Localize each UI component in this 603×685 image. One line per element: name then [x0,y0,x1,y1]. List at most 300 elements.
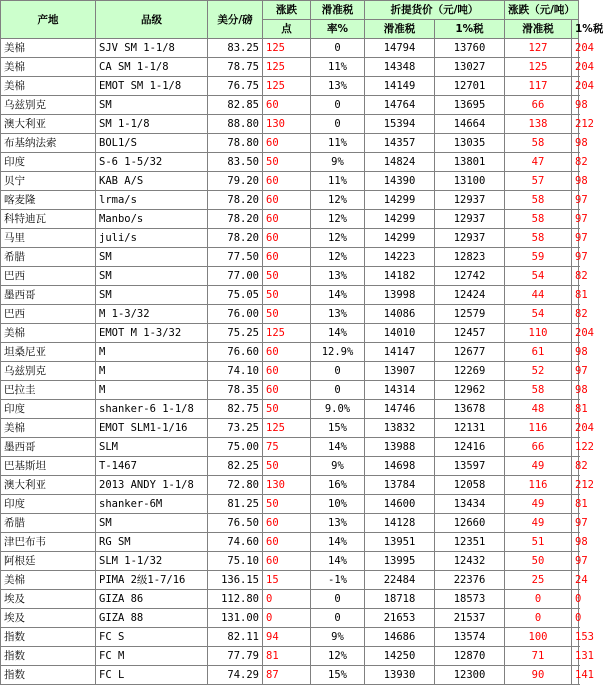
cell-origin: 科特迪瓦 [1,210,96,229]
cell-grade: lrma/s [96,191,208,210]
cell-slide-tax-rate: 16% [311,476,365,495]
table-row [1,400,579,419]
table-row [1,476,579,495]
cell-change-1pct: 204 [572,77,579,96]
cell-slide-tax-rate: 0 [311,609,365,628]
cell-grade: SM [96,248,208,267]
cell-spot-slide: 21653 [365,609,435,628]
cell-change-slide: 117 [505,77,572,96]
cell-slide-tax-rate: 10% [311,495,365,514]
cell-slide-tax-rate: 9% [311,457,365,476]
cell-change-points: 60 [263,172,311,191]
cell-usd: 77.50 [208,248,263,267]
cell-spot-1pct: 22376 [435,571,505,590]
cell-change-1pct: 97 [572,229,579,248]
cell-change-points: 50 [263,305,311,324]
cell-change-points: 125 [263,324,311,343]
table-row [1,571,579,590]
cell-change-points: 125 [263,419,311,438]
cell-grade: GIZA 88 [96,609,208,628]
cell-origin: 指数 [1,666,96,685]
cell-slide-tax-rate: 13% [311,514,365,533]
cell-change-points: 50 [263,495,311,514]
cell-change-slide: 58 [505,210,572,229]
cell-slide-tax-rate: 9% [311,153,365,172]
cell-usd: 75.25 [208,324,263,343]
cell-grade: FC S [96,628,208,647]
cell-slide-tax-rate: 14% [311,438,365,457]
cell-usd: 78.35 [208,381,263,400]
cell-change-slide: 49 [505,495,572,514]
cell-usd: 78.20 [208,210,263,229]
cell-origin: 埃及 [1,609,96,628]
cell-spot-slide: 14086 [365,305,435,324]
cell-change-points: 60 [263,514,311,533]
table-row [1,362,579,381]
cell-origin: 美棉 [1,419,96,438]
cell-origin: 乌兹别克 [1,96,96,115]
cell-usd: 74.60 [208,533,263,552]
cell-spot-1pct: 12870 [435,647,505,666]
cell-grade: SM [96,267,208,286]
cell-usd: 81.25 [208,495,263,514]
cell-grade: Manbo/s [96,210,208,229]
cell-spot-1pct: 13027 [435,58,505,77]
cell-grade: S-6 1-5/32 [96,153,208,172]
cell-spot-slide: 18718 [365,590,435,609]
header-spot-top: 折提货价（元/吨） [365,1,505,20]
cell-grade: SM [96,286,208,305]
cell-grade: M [96,343,208,362]
cell-slide-tax-rate: 12.9% [311,343,365,362]
table-row [1,305,579,324]
header-change-top: 涨跌 [263,1,311,20]
table-row [1,172,579,191]
cell-usd: 82.11 [208,628,263,647]
header-chg-top: 涨跌（元/吨） [505,1,579,20]
cell-grade: EMOT SM 1-1/8 [96,77,208,96]
cell-origin: 印度 [1,400,96,419]
cell-change-1pct: 122 [572,438,579,457]
cell-slide-tax-rate: 0 [311,115,365,134]
cell-grade: M [96,381,208,400]
cell-slide-tax-rate: 12% [311,191,365,210]
cell-origin: 指数 [1,628,96,647]
cell-slide-tax-rate: 0 [311,96,365,115]
cell-origin: 巴基斯坦 [1,457,96,476]
cell-change-1pct: 204 [572,58,579,77]
table-row [1,267,579,286]
cell-change-1pct: 81 [572,400,579,419]
cell-spot-1pct: 13574 [435,628,505,647]
cell-origin: 美棉 [1,58,96,77]
cell-slide-tax-rate: 11% [311,172,365,191]
table-row [1,495,579,514]
table-row [1,39,579,58]
table-row [1,381,579,400]
table-row [1,533,579,552]
cell-origin: 阿根廷 [1,552,96,571]
cell-spot-1pct: 12058 [435,476,505,495]
cell-change-1pct: 97 [572,248,579,267]
cell-change-slide: 49 [505,457,572,476]
cell-change-points: 0 [263,590,311,609]
cell-change-slide: 71 [505,647,572,666]
header-spot-1pct: 1%税 [435,20,505,39]
cell-spot-slide: 14390 [365,172,435,191]
cell-spot-1pct: 21537 [435,609,505,628]
cell-change-slide: 66 [505,438,572,457]
header-grade: 品级 [96,1,208,39]
cell-spot-1pct: 12660 [435,514,505,533]
cell-spot-1pct: 12432 [435,552,505,571]
header-change-sub: 点 [263,20,311,39]
cell-change-slide: 58 [505,381,572,400]
cell-spot-slide: 14746 [365,400,435,419]
header-usd: 美分/磅 [208,1,263,39]
cell-change-points: 125 [263,39,311,58]
table-row [1,115,579,134]
cell-origin: 乌兹别克 [1,362,96,381]
cell-spot-1pct: 12351 [435,533,505,552]
cell-spot-1pct: 14664 [435,115,505,134]
cell-spot-1pct: 12701 [435,77,505,96]
cell-slide-tax-rate: 14% [311,533,365,552]
table-row [1,666,579,685]
cell-change-slide: 100 [505,628,572,647]
cell-spot-1pct: 12424 [435,286,505,305]
cell-spot-slide: 13988 [365,438,435,457]
cell-origin: 墨西哥 [1,286,96,305]
table-row [1,419,579,438]
cell-change-1pct: 98 [572,381,579,400]
cell-change-slide: 58 [505,134,572,153]
cell-slide-tax-rate: 14% [311,286,365,305]
cell-change-1pct: 131 [572,647,579,666]
cell-origin: 印度 [1,495,96,514]
cell-spot-slide: 15394 [365,115,435,134]
cell-slide-tax-rate: 9% [311,628,365,647]
cell-spot-1pct: 12823 [435,248,505,267]
cell-change-1pct: 141 [572,666,579,685]
cell-origin: 美棉 [1,324,96,343]
cell-origin: 澳大利亚 [1,115,96,134]
cell-slide-tax-rate: 14% [311,552,365,571]
cell-slide-tax-rate: 13% [311,267,365,286]
cell-spot-slide: 14299 [365,210,435,229]
cell-change-slide: 116 [505,476,572,495]
cell-usd: 88.80 [208,115,263,134]
cell-spot-1pct: 13695 [435,96,505,115]
cell-origin: 希腊 [1,514,96,533]
cell-spot-1pct: 13760 [435,39,505,58]
cell-spot-slide: 13995 [365,552,435,571]
cell-spot-slide: 14357 [365,134,435,153]
cell-usd: 78.75 [208,58,263,77]
cell-change-points: 87 [263,666,311,685]
cell-change-1pct: 97 [572,210,579,229]
cell-grade: SLM 1-1/32 [96,552,208,571]
cell-change-points: 60 [263,533,311,552]
cell-origin: 印度 [1,153,96,172]
cell-spot-1pct: 12131 [435,419,505,438]
cell-spot-slide: 13930 [365,666,435,685]
table-row [1,58,579,77]
cell-origin: 美棉 [1,39,96,58]
cell-origin: 澳大利亚 [1,476,96,495]
cell-change-points: 60 [263,191,311,210]
cell-change-slide: 25 [505,571,572,590]
cell-change-points: 60 [263,96,311,115]
cell-change-1pct: 98 [572,343,579,362]
cell-change-points: 125 [263,58,311,77]
cell-spot-1pct: 13597 [435,457,505,476]
cell-usd: 76.00 [208,305,263,324]
table-row [1,514,579,533]
cell-origin: 巴西 [1,305,96,324]
table-row [1,134,579,153]
cell-usd: 136.15 [208,571,263,590]
cell-change-slide: 59 [505,248,572,267]
cell-change-points: 50 [263,153,311,172]
cell-usd: 83.25 [208,39,263,58]
cell-change-points: 60 [263,134,311,153]
cell-slide-tax-rate: 0 [311,590,365,609]
cell-grade: PIMA 2级1-7/16 [96,571,208,590]
table-row [1,210,579,229]
cell-usd: 75.10 [208,552,263,571]
cell-origin: 巴西 [1,267,96,286]
cell-change-points: 50 [263,286,311,305]
cell-change-1pct: 204 [572,39,579,58]
header-spot-slide: 滑准税 [365,20,435,39]
cell-change-slide: 44 [505,286,572,305]
cell-spot-1pct: 12937 [435,229,505,248]
cell-usd: 112.80 [208,590,263,609]
cell-grade: EMOT SLM1-1/16 [96,419,208,438]
header-chg-1pct: 1%税 [572,20,579,39]
cell-spot-slide: 14698 [365,457,435,476]
table-row [1,324,579,343]
cell-change-points: 60 [263,229,311,248]
table-row [1,552,579,571]
cell-origin: 希腊 [1,248,96,267]
cell-usd: 78.80 [208,134,263,153]
cell-change-slide: 58 [505,229,572,248]
cell-spot-slide: 13951 [365,533,435,552]
cell-spot-slide: 14223 [365,248,435,267]
cell-usd: 74.29 [208,666,263,685]
cell-change-1pct: 0 [572,590,579,609]
header-slide-top: 滑准税 [311,1,365,20]
cell-change-points: 60 [263,362,311,381]
cell-change-slide: 52 [505,362,572,381]
cell-usd: 82.85 [208,96,263,115]
cell-spot-1pct: 12937 [435,210,505,229]
cell-usd: 82.75 [208,400,263,419]
cell-change-1pct: 204 [572,419,579,438]
table-row [1,647,579,666]
cell-slide-tax-rate: 12% [311,647,365,666]
cell-usd: 83.50 [208,153,263,172]
cell-origin: 津巴布韦 [1,533,96,552]
cell-origin: 巴拉圭 [1,381,96,400]
cell-grade: shanker-6M [96,495,208,514]
cell-change-1pct: 153 [572,628,579,647]
table-row [1,438,579,457]
cell-slide-tax-rate: 11% [311,134,365,153]
cell-change-1pct: 82 [572,457,579,476]
cell-change-1pct: 97 [572,362,579,381]
cell-slide-tax-rate: -1% [311,571,365,590]
cell-change-slide: 125 [505,58,572,77]
cell-change-1pct: 81 [572,286,579,305]
cell-slide-tax-rate: 12% [311,229,365,248]
cell-change-slide: 58 [505,191,572,210]
cell-spot-slide: 14686 [365,628,435,647]
cell-grade: SM [96,514,208,533]
cell-spot-1pct: 12457 [435,324,505,343]
cell-slide-tax-rate: 0 [311,381,365,400]
cell-change-slide: 49 [505,514,572,533]
cell-spot-slide: 13998 [365,286,435,305]
cell-change-points: 60 [263,248,311,267]
cell-spot-slide: 14010 [365,324,435,343]
cell-spot-slide: 14147 [365,343,435,362]
cell-change-1pct: 97 [572,552,579,571]
cell-spot-slide: 13832 [365,419,435,438]
cell-change-points: 75 [263,438,311,457]
cell-origin: 美棉 [1,77,96,96]
cell-change-1pct: 98 [572,172,579,191]
cell-grade: SM 1-1/8 [96,115,208,134]
cell-change-1pct: 24 [572,571,579,590]
table-row [1,457,579,476]
cell-origin: 坦桑尼亚 [1,343,96,362]
cell-grade: KAB A/S [96,172,208,191]
cell-change-slide: 127 [505,39,572,58]
cell-change-points: 81 [263,647,311,666]
cell-usd: 73.25 [208,419,263,438]
cell-change-1pct: 0 [572,609,579,628]
cell-grade: BOL1/S [96,134,208,153]
cell-slide-tax-rate: 15% [311,419,365,438]
cell-slide-tax-rate: 13% [311,305,365,324]
cell-spot-slide: 14149 [365,77,435,96]
table-row [1,590,579,609]
cell-usd: 82.25 [208,457,263,476]
cell-origin: 贝宁 [1,172,96,191]
cell-change-1pct: 97 [572,514,579,533]
cell-spot-1pct: 12416 [435,438,505,457]
cell-change-1pct: 98 [572,533,579,552]
cell-spot-1pct: 12269 [435,362,505,381]
cell-spot-1pct: 13100 [435,172,505,191]
cell-origin: 美棉 [1,571,96,590]
cell-change-points: 50 [263,400,311,419]
cell-change-points: 50 [263,267,311,286]
cell-usd: 76.75 [208,77,263,96]
cell-spot-slide: 14824 [365,153,435,172]
cell-spot-slide: 13907 [365,362,435,381]
cell-change-slide: 61 [505,343,572,362]
cell-grade: FC L [96,666,208,685]
cell-change-1pct: 97 [572,191,579,210]
cell-spot-1pct: 12937 [435,191,505,210]
cell-change-slide: 54 [505,267,572,286]
cell-usd: 79.20 [208,172,263,191]
cell-change-slide: 48 [505,400,572,419]
cell-change-1pct: 204 [572,324,579,343]
cell-change-points: 130 [263,476,311,495]
cell-change-1pct: 212 [572,476,579,495]
cell-spot-1pct: 13035 [435,134,505,153]
cell-grade: M [96,362,208,381]
cell-origin: 指数 [1,647,96,666]
cell-slide-tax-rate: 13% [311,77,365,96]
cell-change-slide: 90 [505,666,572,685]
cell-change-1pct: 81 [572,495,579,514]
cell-grade: 2013 ANDY 1-1/8 [96,476,208,495]
cell-spot-slide: 14600 [365,495,435,514]
cell-spot-slide: 14299 [365,229,435,248]
header-slide-sub: 率% [311,20,365,39]
table-row [1,343,579,362]
cell-change-1pct: 212 [572,115,579,134]
table-row [1,153,579,172]
cell-change-1pct: 82 [572,267,579,286]
cell-change-slide: 116 [505,419,572,438]
cell-spot-slide: 14128 [365,514,435,533]
cell-origin: 墨西哥 [1,438,96,457]
cell-usd: 75.00 [208,438,263,457]
cell-origin: 埃及 [1,590,96,609]
table-row [1,248,579,267]
cell-usd: 76.50 [208,514,263,533]
cell-grade: juli/s [96,229,208,248]
cell-change-points: 60 [263,210,311,229]
cell-usd: 77.00 [208,267,263,286]
cell-usd: 77.79 [208,647,263,666]
cell-spot-1pct: 18573 [435,590,505,609]
cell-slide-tax-rate: 15% [311,666,365,685]
cell-change-slide: 57 [505,172,572,191]
cell-usd: 72.80 [208,476,263,495]
cell-origin: 马里 [1,229,96,248]
cell-change-slide: 50 [505,552,572,571]
cell-grade: M 1-3/32 [96,305,208,324]
cell-spot-1pct: 12742 [435,267,505,286]
cell-slide-tax-rate: 14% [311,324,365,343]
cell-change-slide: 0 [505,609,572,628]
cell-change-1pct: 98 [572,96,579,115]
cell-usd: 74.10 [208,362,263,381]
cell-change-slide: 54 [505,305,572,324]
cell-spot-slide: 22484 [365,571,435,590]
cell-origin: 喀麦隆 [1,191,96,210]
cell-grade: SJV SM 1-1/8 [96,39,208,58]
cell-change-points: 50 [263,457,311,476]
table-row [1,628,579,647]
cell-slide-tax-rate: 12% [311,248,365,267]
cell-change-1pct: 82 [572,153,579,172]
cell-change-points: 130 [263,115,311,134]
cell-origin: 布基纳法索 [1,134,96,153]
cell-change-slide: 138 [505,115,572,134]
cell-usd: 78.20 [208,229,263,248]
cell-grade: GIZA 86 [96,590,208,609]
cell-grade: SM [96,96,208,115]
